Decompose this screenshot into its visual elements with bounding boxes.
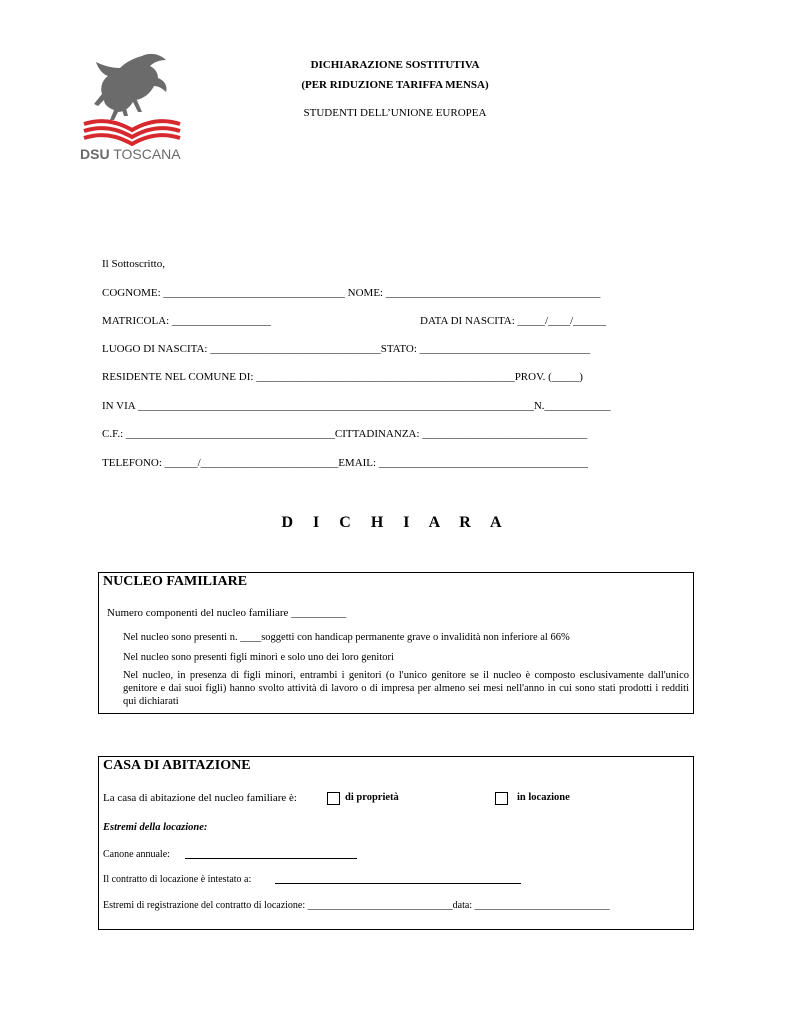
header-title: DICHIARAZIONE SOSTITUTIVA [310,59,480,71]
canone-label: Canone annuale: [103,849,170,860]
matricola-field[interactable]: MATRICOLA: __________________ [102,315,271,327]
pegasus-book-icon [80,50,185,146]
intestato-line[interactable] [275,874,521,884]
header-students: STUDENTI DELL’UNIONE EUROPEA [303,107,487,119]
telefono-email-field[interactable]: TELEFONO: ______/_________________________EMAIL: ______________________________________ [102,457,588,469]
cognome-nome-field[interactable]: COGNOME: _________________________________ NOME: _______________________________________ [102,287,601,299]
canone-line[interactable] [185,849,357,859]
nucleo-item-figli-minori: Nel nucleo sono presenti figli minori e solo uno dei loro genitori [123,652,394,663]
luogo-stato-field[interactable]: LUOGO DI NASCITA: _______________________________STATO: _______________________________ [102,343,591,355]
locazione-label: in locazione [517,792,570,803]
registrazione-field[interactable]: Estremi di registrazione del contratto di locazione: _____________________________data: ___________________________ [103,900,610,911]
intestato-label: Il contratto di locazione è intestato a: [103,874,252,885]
casa-abitazione-section [98,756,694,930]
proprieta-checkbox[interactable] [327,792,340,805]
nucleo-item-lavoro: Nel nucleo, in presenza di figli minori, entrambi i genitori (o l'unico genitore se il nucleo è composto esclusivamente dall'unico genitore e dai suoi figli) hanno svolto attività di lavoro o di impresa per almeno sei mesi nell'anno in cui sono stati prodotti i redditi qui dichiarati [123,670,689,707]
proprieta-label: di proprietà [345,792,399,803]
nucleo-title: NUCLEO FAMILIARE [103,574,248,589]
casa-title: CASA DI ABITAZIONE [103,758,251,773]
locazione-checkbox[interactable] [495,792,508,805]
header-subtitle: (PER RIDUZIONE TARIFFA MENSA) [301,79,489,91]
nucleo-item-handicap: Nel nucleo sono presenti n. ____soggetti con handicap permanente grave o invalidità non inferiore al 66% [123,632,570,643]
casa-question: La casa di abitazione del nucleo familiare è: [103,792,297,804]
data-nascita-field[interactable]: DATA DI NASCITA: _____/____/______ [420,315,607,327]
residente-prov-field[interactable]: RESIDENTE NEL COMUNE DI: _______________________________________________PROV. (_____) [102,371,583,383]
dichiara-heading: D I C H I A R A [281,514,510,531]
dsu-toscana-logo [80,50,185,165]
logo-wordmark: DSU TOSCANA [80,146,181,162]
estremi-title: Estremi della locazione: [103,822,208,833]
componenti-field[interactable]: Numero componenti del nucleo familiare __________ [107,607,347,619]
via-numero-field[interactable]: IN VIA ________________________________________________________________________N.____________ [102,400,611,412]
cf-cittadinanza-field[interactable]: C.F.: ______________________________________CITTADINANZA: ______________________________ [102,428,588,440]
intro-text: Il Sottoscritto, [102,258,165,270]
nucleo-familiare-section [98,572,694,714]
